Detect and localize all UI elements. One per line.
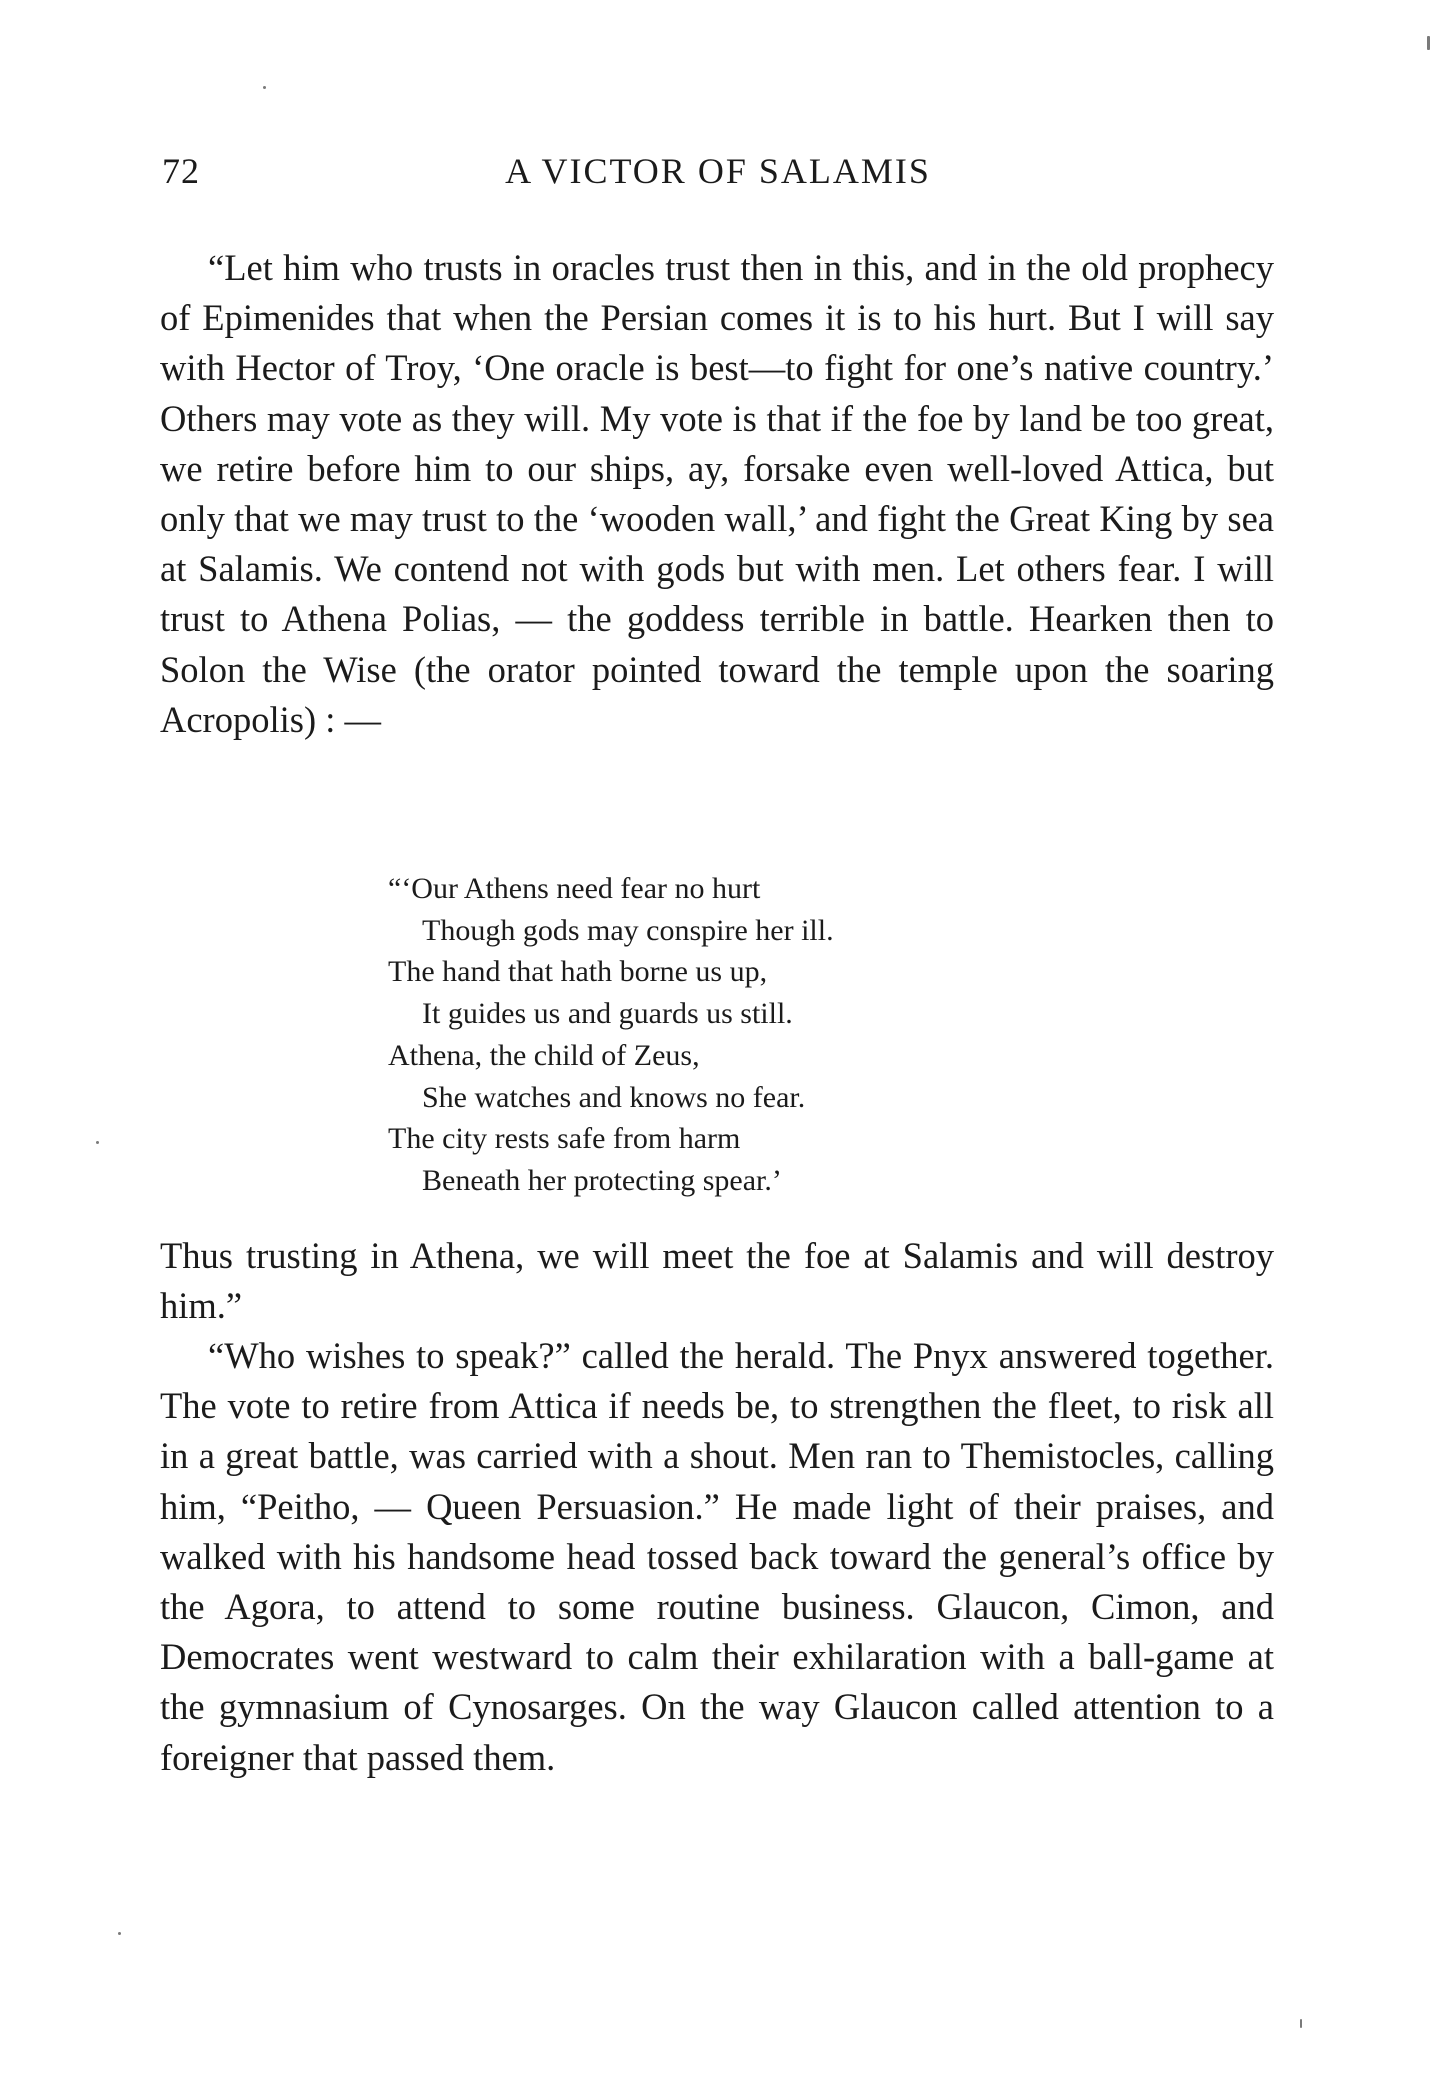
page-number: 72	[162, 151, 200, 191]
poem-line: It guides us and guards us still.	[422, 997, 793, 1031]
paragraph-narrative	[160, 1331, 1274, 1783]
poem-line: The city rests safe from harm	[388, 1122, 741, 1156]
poem-line: The hand that hath borne us up,	[388, 955, 768, 989]
poem-line: “‘Our Athens need fear no hurt	[388, 872, 761, 905]
page-header	[162, 150, 1274, 200]
poem-block	[388, 868, 1088, 1202]
running-title: A VICTOR OF SALAMIS	[505, 151, 931, 191]
scan-speck	[96, 1141, 99, 1144]
poem-line: She watches and knows no fear.	[422, 1080, 806, 1114]
scan-speck	[263, 86, 266, 89]
paragraph-conclusion	[160, 1231, 1274, 1331]
paragraph-speech	[160, 243, 1274, 745]
scan-speck	[118, 1932, 121, 1935]
poem-line: Athena, the child of Zeus,	[388, 1038, 700, 1072]
paragraph-text: “Let him who trusts in oracles trust then in this, and in the old prophecy of Epimenides that when the Persian comes it is to his hurt. But I will say with Hector of Troy, ‘One oracle is best—to fight for one’s native country.’ Others may vote as they will. My vote is that if the foe by land be too great, we retire before him to our ships, ay, forsake even well-loved Attica, but only that we may trust to the ‘wooden wall,’ and fight the Great King by sea at Salamis. We contend not with gods but with men. Let others fear. I will trust to Athena Polias, — the goddess terrible in battle. Hearken then to Solon the Wise (the orator pointed toward the temple upon the soaring Acropolis) : —	[160, 247, 1274, 740]
poem-line: Though gods may conspire her ill.	[422, 913, 834, 947]
poem-line: Beneath her protecting spear.’	[422, 1163, 782, 1197]
scan-speck	[1427, 36, 1430, 50]
scan-speck	[1300, 2019, 1302, 2028]
paragraph-text: Thus trusting in Athena, we will meet the foe at Salamis and will destroy him.”	[160, 1235, 1274, 1327]
paragraph-text: “Who wishes to speak?” called the herald. The Pnyx answered together. The vote to retire from Attica if needs be, to strengthen the fleet, to risk all in a great battle, was carried with a shout. Men ran to Themistocles, calling him, “Peitho, — Queen Persuasion.” He made light of their praises, and walked with his handsome head tossed back toward the general’s office by the Agora, to attend to some routine business. Glaucon, Cimon, and Democrates went westward to calm their exhilaration with a ball-game at the gymnasium of Cynosarges. On the way Glaucon called attention to a foreigner that passed them.	[160, 1335, 1274, 1778]
